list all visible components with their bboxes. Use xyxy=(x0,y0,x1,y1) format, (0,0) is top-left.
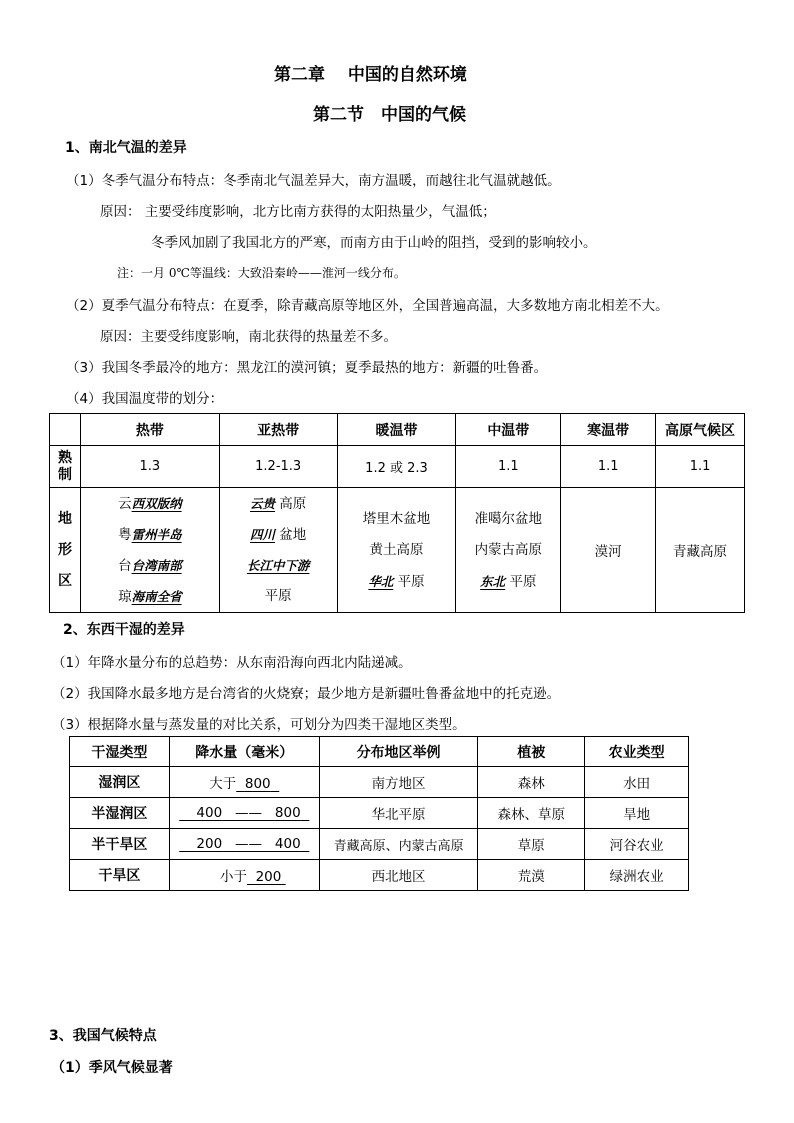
terrain-tropical-1 xyxy=(81,488,219,519)
cell-cropping-tropical: 1.3 xyxy=(80,446,219,488)
terrain-warm-1: 塔里木盆地 xyxy=(362,510,431,527)
temperature-zone-table xyxy=(49,413,745,613)
chapter-title: 第二章 中国的自然环境 xyxy=(274,65,467,85)
terrain-mid-1: 准噶尔盆地 xyxy=(474,510,543,527)
suffix-plateau: 高原 xyxy=(275,496,307,512)
terrain-tropical-4 xyxy=(81,581,219,612)
row-label-cropping xyxy=(50,446,81,488)
region-arid: 西北地区 xyxy=(319,860,478,891)
suffix-plain-warm: 平原 xyxy=(393,573,425,590)
type-semi-humid: 半湿润区 xyxy=(70,798,170,829)
prefix-yun: 云 xyxy=(118,496,132,512)
precip-semi-arid-low: 200 xyxy=(196,836,223,852)
cell-cropping-subtropical: 1.2-1.3 xyxy=(219,446,337,488)
paragraph-summer-temp: （2）夏季气温分布特点：在夏季，除青藏高原等地区外，全国普遍高温，大多数地方南北相差不大。 xyxy=(66,298,669,314)
terrain-warm-3 xyxy=(338,566,456,597)
header-mid-temperate: 中温带 xyxy=(456,414,561,446)
header-region: 分布地区举例 xyxy=(319,737,478,767)
precip-semi-humid-dash: —— xyxy=(235,805,263,821)
cell-terrain-cold: 漠河 xyxy=(561,488,656,613)
paragraph-precip-trend: （1）年降水量分布的总趋势：从东南沿海向西北内陆递减。 xyxy=(52,655,412,671)
paragraph-winter-temp: （1）冬季气温分布特点：冬季南北气温差异大，南方温暖，而越往北气温就越低。 xyxy=(66,173,561,189)
cell-terrain-warm xyxy=(337,488,456,613)
veg-semi-arid: 草原 xyxy=(478,829,585,860)
header-type: 干湿类型 xyxy=(70,737,170,767)
region-humid: 南方地区 xyxy=(319,767,478,798)
fill-taiwan-south: 台湾南部 xyxy=(131,558,182,573)
terrain-tropical-2 xyxy=(81,519,219,550)
veg-arid: 荒漠 xyxy=(478,860,585,891)
terrain-mid-2: 内蒙古高原 xyxy=(474,541,543,558)
veg-semi-humid: 森林、草原 xyxy=(478,798,585,829)
veg-humid: 森林 xyxy=(478,767,585,798)
precip-arid-value xyxy=(247,869,286,885)
heading-dry-wet-diff: 2、东西干湿的差异 xyxy=(63,622,185,638)
cell-terrain-subtropical xyxy=(219,488,337,613)
terrain-subtropical-1 xyxy=(220,488,337,519)
terrain-subtropical-3 xyxy=(220,550,337,581)
fill-huabei: 华北 xyxy=(368,573,394,589)
type-arid: 干旱区 xyxy=(70,860,170,891)
agri-semi-arid: 河谷农业 xyxy=(585,829,689,860)
precip-arid-prefix: 小于 xyxy=(220,869,247,885)
agri-arid: 绿洲农业 xyxy=(585,860,689,891)
paragraph-summer-reason: 原因：主要受纬度影响，南北获得的热量差不多。 xyxy=(100,329,397,345)
precip-semi-arid-range xyxy=(179,836,309,852)
prefix-qiong: 琼 xyxy=(118,589,132,605)
fill-hainan: 海南全省 xyxy=(131,589,182,604)
section-title: 第二节 中国的气候 xyxy=(313,105,466,125)
precip-semi-arid-dash: —— xyxy=(235,836,263,852)
cell-terrain-plateau: 青藏高原 xyxy=(656,488,745,613)
precip-semi-humid-range xyxy=(179,805,309,821)
heading-temperature-diff: 1、南北气温的差异 xyxy=(65,140,187,156)
terrain-tropical-3 xyxy=(81,550,219,581)
precip-semi-humid-high: 800 xyxy=(274,805,301,821)
precip-humid-value xyxy=(236,776,279,792)
terrain-subtropical-2 xyxy=(220,519,337,550)
precip-arid-num: 200 xyxy=(255,869,282,885)
paragraph-winter-reason-1: 原因： 主要受纬度影响，北方比南方获得的太阳热量少，气温低； xyxy=(100,204,496,220)
row-label-cropping-text: 熟制 xyxy=(57,450,72,483)
fill-yangtze: 长江中下游 xyxy=(246,558,310,573)
header-subtropical: 亚热带 xyxy=(219,414,337,446)
precip-semi-arid-high: 400 xyxy=(274,836,301,852)
precip-humid-prefix: 大于 xyxy=(209,776,237,792)
fill-leizhou: 雷州半岛 xyxy=(131,527,182,542)
fill-xishuangbanna: 西双版纳 xyxy=(131,496,182,511)
paragraph-winter-reason-2: 冬季风加剧了我国北方的严寒，而南方由于山岭的阻挡，受到的影响较小。 xyxy=(151,235,597,251)
precip-arid xyxy=(169,860,319,891)
header-tropical: 热带 xyxy=(80,414,219,446)
agri-humid: 水田 xyxy=(585,767,689,798)
prefix-tai: 台 xyxy=(118,558,132,574)
suffix-plain-mid: 平原 xyxy=(505,573,537,590)
header-corner xyxy=(50,414,81,446)
cell-cropping-plateau: 1.1 xyxy=(656,446,745,488)
header-cold-temperate: 寒温带 xyxy=(561,414,656,446)
cell-cropping-warm: 1.2 或 2.3 xyxy=(337,446,456,488)
precip-semi-arid xyxy=(169,829,319,860)
region-semi-humid: 华北平原 xyxy=(319,798,478,829)
terrain-warm-2: 黄土高原 xyxy=(369,541,424,558)
region-semi-arid: 青藏高原、内蒙古高原 xyxy=(319,829,478,860)
precip-semi-humid xyxy=(169,798,319,829)
header-precip: 降水量（毫米） xyxy=(169,737,319,767)
precip-semi-humid-low: 400 xyxy=(196,805,223,821)
heading-climate-features: 3、我国气候特点 xyxy=(49,1028,157,1044)
header-warm-temperate: 暖温带 xyxy=(337,414,456,446)
header-vegetation: 植被 xyxy=(478,737,585,767)
cell-cropping-mid: 1.1 xyxy=(456,446,561,488)
cell-cropping-cold: 1.1 xyxy=(561,446,656,488)
terrain-subtropical-4: 平原 xyxy=(264,588,292,604)
note-isotherm: 注：一月 0℃等温线：大致沿秦岭——淮河一线分布。 xyxy=(117,266,406,280)
dry-wet-table xyxy=(69,736,689,891)
header-agriculture: 农业类型 xyxy=(585,737,689,767)
paragraph-extremes: （3）我国冬季最冷的地方：黑龙江的漠河镇；夏季最热的地方：新疆的吐鲁番。 xyxy=(66,360,548,376)
fill-dongbei: 东北 xyxy=(480,573,506,589)
type-semi-arid: 半干旱区 xyxy=(70,829,170,860)
agri-semi-humid: 旱地 xyxy=(585,798,689,829)
suffix-basin: 盆地 xyxy=(275,527,307,543)
cell-terrain-mid xyxy=(456,488,561,613)
type-humid: 湿润区 xyxy=(70,767,170,798)
row-label-terrain xyxy=(50,488,81,613)
cell-terrain-tropical xyxy=(80,488,219,613)
precip-humid xyxy=(169,767,319,798)
paragraph-dry-wet-types: （3）根据降水量与蒸发量的对比关系，可划分为四类干湿地区类型。 xyxy=(52,717,466,733)
paragraph-precip-extremes: （2）我国降水最多地方是台湾省的火烧寮；最少地方是新疆吐鲁番盆地中的托克逊。 xyxy=(52,686,561,702)
subheading-monsoon: （1）季风气候显著 xyxy=(51,1060,173,1076)
precip-humid-num: 800 xyxy=(244,776,271,792)
terrain-mid-3 xyxy=(456,566,560,597)
fill-sichuan: 四川 xyxy=(250,527,276,542)
row-label-terrain-text: 地形区 xyxy=(57,510,72,589)
fill-yungui: 云贵 xyxy=(250,496,276,511)
prefix-yue: 粤 xyxy=(118,527,132,543)
paragraph-zones-intro: （4）我国温度带的划分： xyxy=(66,391,224,407)
header-plateau: 高原气候区 xyxy=(656,414,745,446)
